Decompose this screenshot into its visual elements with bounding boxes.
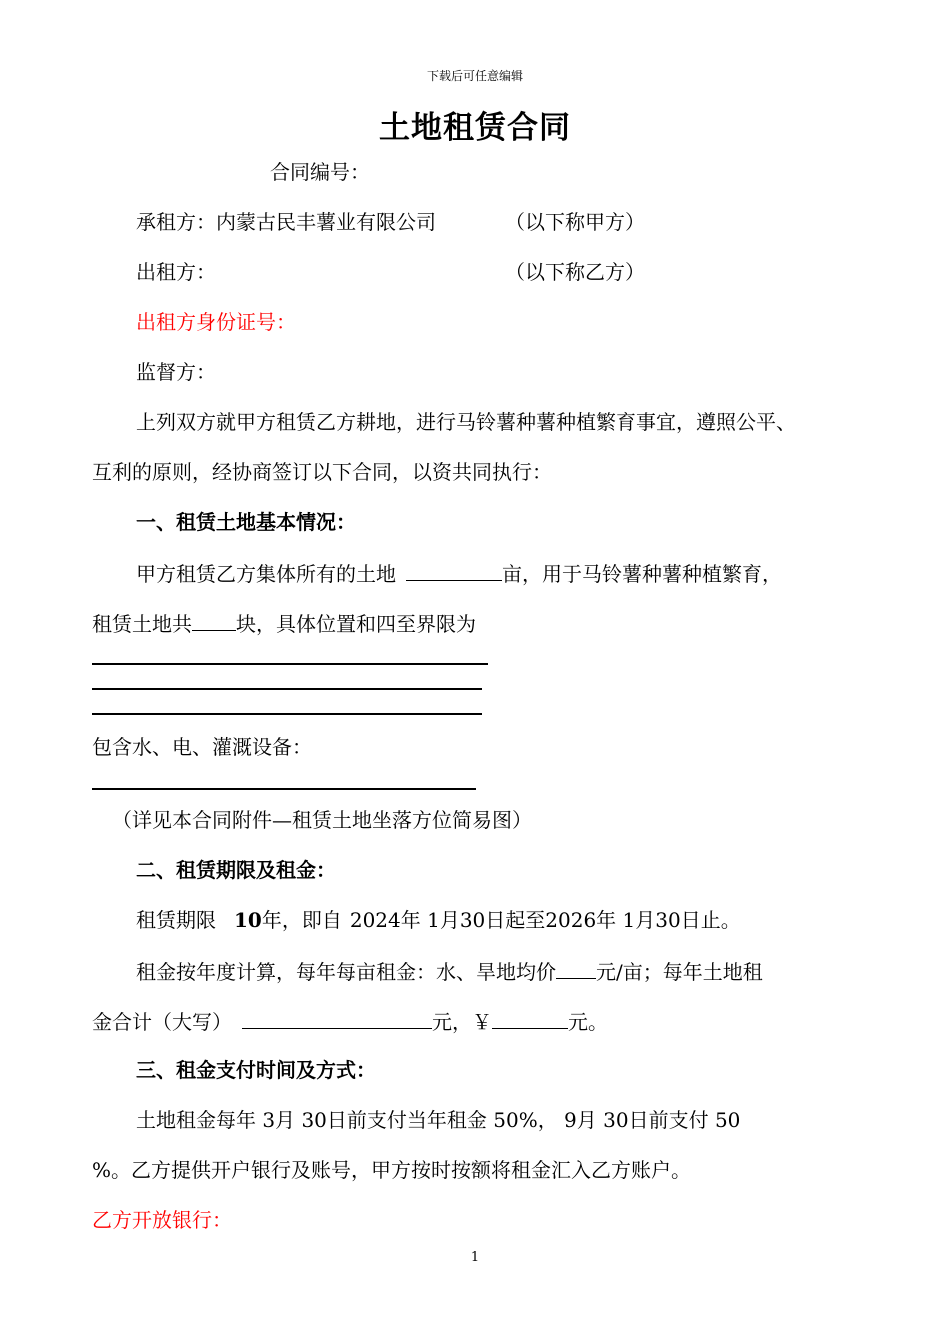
lessor-note: （以下称乙方） bbox=[505, 260, 645, 284]
lease-term-line bbox=[136, 908, 741, 932]
plot-count-blank bbox=[192, 610, 236, 631]
intro-line-2: 互利的原则，经协商签订以下合同，以资共同执行： bbox=[92, 460, 552, 484]
plot-count-text: 租赁土地共 bbox=[92, 612, 192, 636]
rent-line-2 bbox=[92, 1008, 608, 1034]
lease-term-label: 租赁期限 bbox=[136, 908, 216, 932]
document-title: 土地租赁合同 bbox=[379, 110, 571, 146]
land-area-text-2: 亩，用于马铃薯种薯种植繁育， bbox=[502, 562, 782, 586]
section-1-line-1 bbox=[136, 560, 782, 586]
lease-term-text: 年，即自 bbox=[261, 908, 342, 932]
section-1-heading: 一、租赁土地基本情况： bbox=[136, 510, 356, 534]
land-area-blank bbox=[406, 560, 502, 581]
rent-price-blank bbox=[556, 958, 596, 979]
equipment-blank-line bbox=[92, 788, 476, 790]
rent-total-yuan: 元，￥ bbox=[432, 1010, 492, 1034]
rent-total-words-blank bbox=[242, 1008, 432, 1029]
lessee-note: （以下称甲方） bbox=[505, 210, 645, 234]
rent-total-end: 元。 bbox=[568, 1010, 608, 1034]
lease-term-years: 10 bbox=[234, 908, 262, 932]
supervisor-label: 监督方： bbox=[136, 360, 216, 384]
page-number: 1 bbox=[470, 1250, 480, 1265]
attachment-note: （详见本合同附件—租赁土地坐落方位简易图） bbox=[112, 808, 532, 832]
lessee-label: 承租方：内蒙古民丰薯业有限公司 bbox=[136, 210, 436, 234]
lease-term-dates: 2024年 1月30日起至2026年 1月30日止。 bbox=[349, 908, 741, 932]
rent-total-amount-blank bbox=[492, 1008, 568, 1029]
lessor-id-label: 出租方身份证号： bbox=[136, 310, 296, 334]
bank-label: 乙方开放银行： bbox=[92, 1208, 232, 1232]
boundary-blank-line-3 bbox=[92, 713, 482, 715]
rent-price-text: 租金按年度计算，每年每亩租金：水、旱地均价 bbox=[136, 960, 556, 984]
section-3-heading: 三、租金支付时间及方式： bbox=[136, 1058, 376, 1082]
rent-total-text: 金合计（大写） bbox=[92, 1010, 232, 1034]
equipment-label: 包含水、电、灌溉设备： bbox=[92, 735, 312, 759]
land-area-text: 甲方租赁乙方集体所有的土地 bbox=[136, 562, 396, 586]
boundary-blank-line-1 bbox=[92, 663, 488, 665]
payment-line-2: %。乙方提供开户银行及账号，甲方按时按额将租金汇入乙方账户。 bbox=[92, 1158, 692, 1182]
rent-line-1 bbox=[136, 958, 763, 984]
contract-number-label: 合同编号： bbox=[270, 160, 370, 184]
lessor-label: 出租方： bbox=[136, 260, 216, 284]
section-1-line-2 bbox=[92, 610, 476, 636]
boundary-blank-line-2 bbox=[92, 688, 482, 690]
rent-price-unit: 元/亩；每年土地租 bbox=[596, 960, 763, 984]
intro-line-1: 上列双方就甲方租赁乙方耕地，进行马铃薯种薯种植繁育事宜，遵照公平、 bbox=[136, 410, 796, 434]
header-note: 下载后可任意编辑 bbox=[426, 69, 523, 83]
boundary-text: 块，具体位置和四至界限为 bbox=[236, 612, 476, 636]
section-2-heading: 二、租赁期限及租金： bbox=[136, 858, 336, 882]
payment-line-1: 土地租金每年 3月 30日前支付当年租金 50%， 9月 30日前支付 50 bbox=[136, 1108, 741, 1132]
